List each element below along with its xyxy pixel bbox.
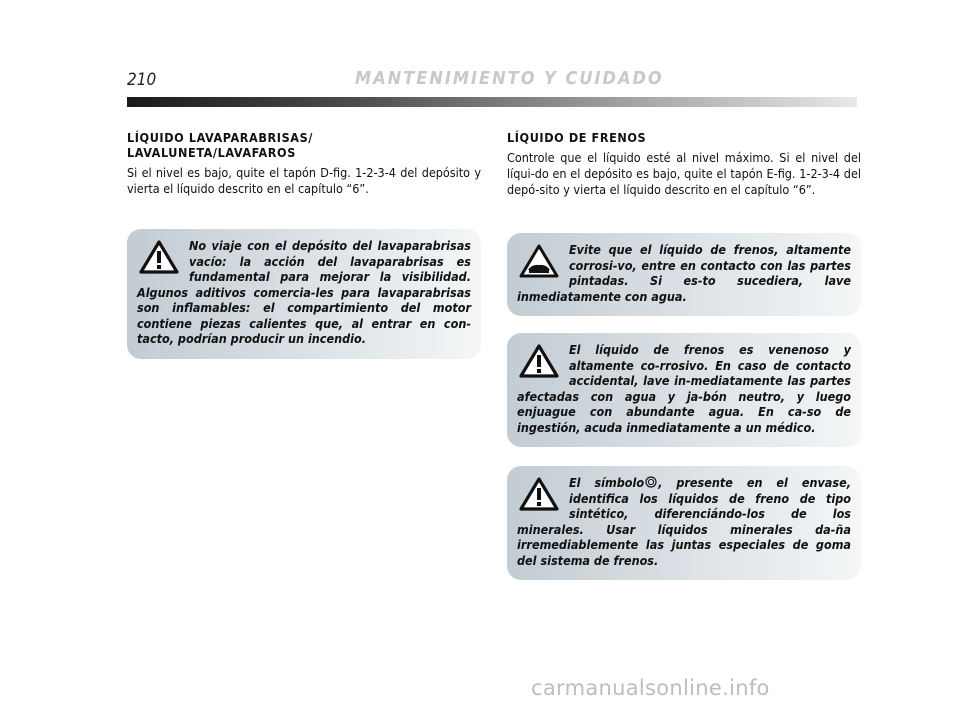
section-heading-washer-fluid: LÍQUIDO LAVAPARABRISAS/ LAVALUNETA/LAVAFAROS <box>127 130 313 160</box>
warning-box-corrosive <box>507 233 861 316</box>
warning-text: El líquido de frenos es venenoso y altamente co-rrosivo. En caso de contacto accidental, lave in-mediatamente las partes afectadas con agua y ja-bón neutro, y luego enjuague con abundante agua. En ca-so de ingestión, acuda inmediatamente a un médico. <box>517 342 851 435</box>
page-title: MANTENIMIENTO Y CUIDADO <box>355 68 664 89</box>
corrosive-warning-triangle-icon <box>519 244 561 278</box>
warning-box-symbol <box>507 466 861 580</box>
warning-triangle-icon <box>139 240 181 274</box>
synthetic-brake-fluid-icon <box>645 476 657 488</box>
warning-text-part: , presente en el envase, identifica los líquidos de freno de tipo sintético, diferenciándo-los de los minerales. Usar líquidos minerales da-ña irremediablemente las juntas especiales de goma del sistema de frenos. <box>517 475 851 568</box>
left-column <box>127 130 481 197</box>
warning-triangle-icon <box>519 344 561 378</box>
warning-text: Evite que el líquido de frenos, altamente corrosi-vo, entre en contacto con las partes pintadas. Si es-to sucediera, lave inmediatamente con agua. <box>517 242 851 304</box>
right-column <box>507 130 861 198</box>
header-rule <box>127 97 857 107</box>
section-heading-brake-fluid: LÍQUIDO DE FRENOS <box>507 130 647 145</box>
warning-triangle-icon <box>519 477 561 511</box>
brake-fluid-body: Controle que el líquido esté al nivel máximo. Si el nivel del líqui-do en el depósito es bajo, quite el tapón E-fig. 1-2-3-4 del depó-sito y vierta el líquido descrito en el capítulo “6”. <box>507 150 861 197</box>
warning-box-poison <box>507 333 861 447</box>
warning-text <box>517 475 851 568</box>
footer-watermark: carmanualsonline.info <box>531 676 770 700</box>
page-number: 210 <box>127 70 157 90</box>
warning-box-washer <box>127 229 481 359</box>
warning-text: No viaje con el depósito del lavaparabrisas vacío: la acción del lavaparabrisas es fundamental para mejorar la visibilidad. Algunos aditivos comercia-les para lavaparabrisas son inflamables: el compartimiento del motor contiene piezas calientes que, al entrar en con-tacto, podrían producir un incendio. <box>137 238 471 346</box>
warning-text-part: El símbolo <box>569 475 645 490</box>
washer-fluid-body: Si el nivel es bajo, quite el tapón D-fig. 1-2-3-4 del depósito y vierta el líquido descrito en el capítulo “6”. <box>127 165 481 196</box>
